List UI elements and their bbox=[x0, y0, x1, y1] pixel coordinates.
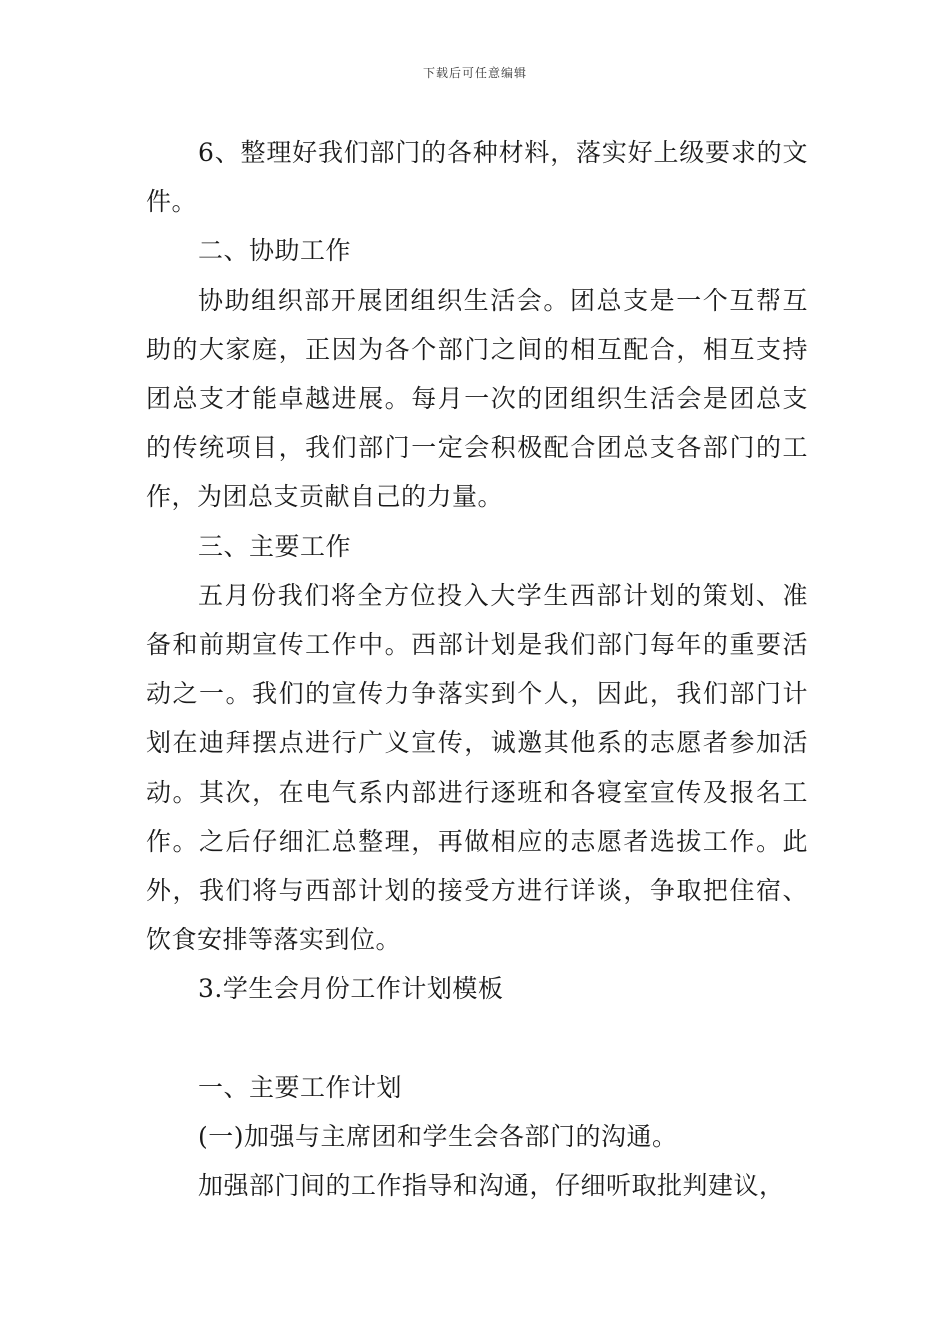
section-title: 3.学生会月份工作计划模板 bbox=[198, 974, 504, 1004]
page-header-note: 下载后可任意编辑 bbox=[422, 66, 527, 80]
heading-main-plan: 一、主要工作计划 bbox=[198, 1072, 403, 1102]
heading-main-work: 三、主要工作 bbox=[198, 531, 352, 561]
document-body bbox=[146, 128, 808, 1210]
heading-assist-work: 二、协助工作 bbox=[198, 236, 352, 266]
paragraph-communication: 加强部门间的工作指导和沟通，仔细听取批判建议， bbox=[198, 1171, 785, 1201]
paragraph-assist-work: 协助组织部开展团组织生活会。团总支是一个互帮互助的大家庭，正因为各个部门之间的相互配合，相互支持团总支才能卓越进展。每月一次的团组织生活会是团总支的传统项目，我们部门一定会积极配合团总支各部门的工作，为团总支贡献自己的力量。 bbox=[146, 285, 808, 512]
paragraph-item-6: 6、整理好我们部门的各种材料，落实好上级要求的文件。 bbox=[146, 138, 808, 217]
heading-subsection-1: (一)加强与主席团和学生会各部门的沟通。 bbox=[198, 1121, 678, 1151]
blank-line bbox=[146, 1014, 808, 1063]
paragraph-main-work: 五月份我们将全方位投入大学生西部计划的策划、准备和前期宣传工作中。西部计划是我们部门每年的重要活动之一。我们的宣传力争落实到个人，因此，我们部门计划在迪拜摆点进行广义宣传，诚邀其他系的志愿者参加活动。其次，在电气系内部进行逐班和各寝室宣传及报名工作。之后仔细汇总整理，再做相应的志愿者选拔工作。此外，我们将与西部计划的接受方进行详谈，争取把住宿、饮食安排等落实到位。 bbox=[146, 580, 808, 955]
